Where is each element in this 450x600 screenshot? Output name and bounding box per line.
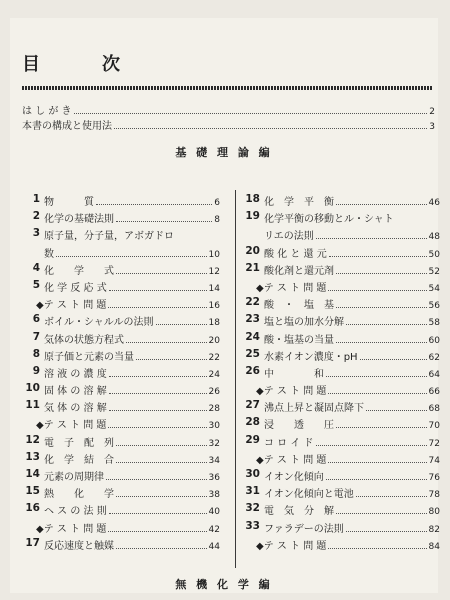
page-number: 12	[208, 266, 220, 277]
leader-dots	[336, 273, 427, 274]
toc-right-column	[242, 193, 440, 554]
entry-line	[256, 451, 440, 466]
toc-entry	[242, 416, 440, 433]
toc-entry	[242, 296, 440, 313]
chapter-number: 18	[245, 193, 260, 205]
entry-title: 水素イオン濃度・pH	[264, 351, 358, 363]
page-number: 76	[428, 473, 440, 483]
entry-title: ◆テ ス ト 問 題	[36, 420, 107, 432]
toc-entry	[22, 262, 220, 279]
chapter-number: 24	[245, 330, 260, 343]
page-number: 60	[428, 335, 440, 346]
page-number: 34	[208, 455, 220, 466]
entry-line	[256, 537, 440, 552]
page-number: 32	[208, 438, 220, 449]
toc-entry	[22, 245, 220, 262]
chapter-number: 15	[25, 485, 40, 498]
entry-line	[264, 348, 440, 363]
entry-line	[264, 520, 440, 535]
toc-entry	[242, 399, 440, 416]
page-number: 64	[428, 369, 440, 380]
chapter-number: 12	[25, 433, 40, 446]
chapter-number: 27	[245, 399, 260, 412]
entry-title: 酸 化 と 還 元	[264, 248, 327, 260]
toc-entry	[242, 485, 440, 502]
leader-dots	[116, 462, 207, 463]
entry-title: イオン化傾向	[264, 472, 324, 483]
toc-entry	[242, 262, 440, 279]
leader-dots	[106, 479, 207, 480]
entry-title: ファラデーの法則	[264, 523, 344, 535]
entry-title: 数	[44, 248, 54, 260]
page-number: 74	[428, 455, 440, 466]
entry-title: 溶 液 の 濃 度	[44, 368, 107, 380]
chapter-number: 23	[245, 313, 260, 326]
entry-line	[264, 227, 440, 242]
entry-title: ◆テ ス ト 問 題	[36, 300, 107, 312]
toc-entry	[22, 348, 220, 365]
chapter-number: 26	[245, 364, 260, 377]
toc-entry	[22, 382, 220, 399]
entry-title: 反応速度と触媒	[44, 540, 114, 552]
leader-dots	[336, 427, 427, 428]
page-number: 80	[428, 507, 440, 518]
entry-line	[36, 296, 220, 311]
entry-title: 原子価と元素の当量	[44, 351, 134, 363]
entry-line	[44, 382, 220, 397]
front-matter-item	[22, 102, 435, 117]
toc-entry	[22, 502, 220, 519]
entry-title: 気体の状態方程式	[44, 334, 124, 346]
entry-line	[264, 399, 440, 414]
front-matter-item	[22, 117, 435, 132]
column-divider	[235, 190, 236, 568]
chapter-number: 29	[245, 433, 260, 446]
toc-entry	[22, 468, 220, 485]
section-title-basic-theory: 基 礎 理 論 編	[175, 146, 273, 159]
title-char-2: 次	[102, 54, 122, 75]
page-number: 56	[428, 301, 440, 312]
page-number: 70	[428, 421, 440, 432]
entry-line	[264, 502, 440, 517]
leader-dots	[116, 496, 207, 497]
page-number: 40	[208, 507, 220, 518]
page-number: 48	[428, 232, 440, 243]
entry-line	[44, 262, 220, 277]
page-number: 72	[428, 438, 440, 449]
toc-test-entry	[242, 451, 440, 468]
page-number: 82	[428, 524, 440, 535]
chapter-number: 32	[245, 502, 260, 515]
entry-line	[44, 313, 220, 328]
leader-dots	[56, 256, 207, 257]
leader-dots	[328, 548, 426, 549]
front-matter	[22, 102, 435, 132]
page-number: 42	[208, 524, 220, 535]
leader-dots	[328, 462, 426, 463]
toc-entry	[242, 468, 440, 485]
entry-line	[264, 296, 440, 311]
toc-entry	[242, 520, 440, 537]
entry-line	[256, 382, 440, 397]
chapter-number: 21	[245, 261, 260, 274]
page-number: 2	[429, 107, 435, 117]
chapter-number: 31	[245, 485, 260, 498]
leader-dots	[109, 410, 207, 411]
leader-dots	[329, 256, 427, 257]
toc-test-entry	[22, 296, 220, 313]
entry-title: ◆テ ス ト 問 題	[256, 540, 327, 552]
page-number: 84	[428, 541, 440, 552]
leader-dots	[126, 342, 207, 343]
toc-test-entry	[242, 537, 440, 554]
entry-line	[256, 279, 440, 294]
page-number: 18	[208, 318, 220, 329]
leader-dots	[336, 513, 427, 514]
entry-line	[264, 313, 440, 328]
leader-dots	[116, 221, 212, 222]
chapter-number: 6	[32, 313, 40, 326]
chapter-number: 28	[245, 416, 260, 429]
toc-entry	[22, 365, 220, 382]
entry-line	[44, 365, 220, 380]
entry-title: ボイル・シャルルの法則	[44, 317, 154, 329]
leader-dots	[316, 445, 427, 446]
leader-dots	[109, 290, 207, 291]
page-number: 3	[429, 122, 435, 132]
chapter-number: 33	[245, 519, 260, 532]
page-number: 14	[208, 283, 220, 294]
leader-dots	[74, 113, 428, 114]
entry-title: リエの法則	[264, 231, 314, 243]
page-number: 20	[208, 335, 220, 346]
entry-line	[44, 245, 220, 260]
chapter-number: 20	[245, 244, 260, 257]
toc-test-entry	[242, 279, 440, 296]
leader-dots	[346, 324, 427, 325]
toc-entry	[22, 434, 220, 451]
entry-title: 電 子 配 列	[44, 437, 114, 449]
leader-dots	[316, 238, 427, 239]
toc-entry	[22, 210, 220, 227]
page-number: 44	[208, 541, 220, 552]
toc-entry	[22, 313, 220, 330]
chapter-number: 25	[245, 347, 260, 360]
entry-line	[44, 399, 220, 414]
entry-title: 化 学 式	[44, 265, 114, 277]
toc-entry	[22, 537, 220, 554]
leader-dots	[108, 307, 206, 308]
toc-entry	[242, 348, 440, 365]
toc-entry	[22, 227, 220, 244]
page-number: 10	[208, 249, 220, 260]
toc-page	[10, 18, 438, 593]
page-number: 28	[208, 404, 220, 415]
page-number: 22	[208, 352, 220, 363]
page-number: 36	[208, 473, 220, 483]
toc-entry	[242, 193, 440, 210]
entry-title: コ ロ イ ド	[264, 437, 314, 449]
entry-title: 浸 透 圧	[264, 420, 334, 432]
entry-title: 元素の周期律	[44, 472, 104, 483]
entry-line	[44, 227, 220, 242]
leader-dots	[366, 410, 427, 411]
chapter-number: 9	[32, 364, 40, 377]
entry-title: 原子量，分子量，アボガドロ	[44, 231, 174, 243]
entry-title: 物 質	[44, 197, 94, 208]
chapter-number: 3	[32, 227, 40, 240]
leader-dots	[116, 273, 207, 274]
chapter-number: 1	[32, 193, 40, 205]
entry-line	[36, 520, 220, 535]
leader-dots	[116, 445, 207, 446]
toc-entry	[242, 210, 440, 227]
toc-entry	[242, 365, 440, 382]
entry-line	[264, 434, 440, 449]
entry-title: ◆テ ス ト 問 題	[256, 282, 327, 294]
entry-line	[36, 416, 220, 431]
entry-title: 酸化剤と還元剤	[264, 265, 334, 277]
leader-dots	[156, 324, 207, 325]
chapter-number: 10	[25, 382, 40, 395]
leader-dots	[108, 427, 206, 428]
entry-line	[44, 451, 220, 466]
leader-dots	[336, 307, 427, 308]
entry-line	[44, 485, 220, 500]
leader-dots	[116, 548, 207, 549]
toc-entry	[22, 485, 220, 502]
chapter-number: 5	[32, 278, 40, 291]
chapter-number: 4	[32, 261, 40, 274]
page-number: 26	[208, 387, 220, 398]
entry-line	[264, 210, 440, 225]
page-number: 62	[428, 352, 440, 363]
toc-entry	[22, 451, 220, 468]
toc-entry	[22, 279, 220, 296]
page-number: 66	[428, 387, 440, 398]
entry-line	[44, 279, 220, 294]
entry-line	[44, 331, 220, 346]
leader-dots	[326, 376, 427, 377]
page-number: 54	[428, 283, 440, 294]
page-number: 30	[208, 421, 220, 432]
title-char-1: 目	[22, 54, 42, 75]
toc-entry	[242, 313, 440, 330]
entry-line	[44, 468, 220, 483]
entry-title: 化 学 平 衡	[264, 197, 334, 208]
page-number: 38	[208, 490, 220, 501]
chapter-number: 16	[25, 502, 40, 515]
entry-title: ◆テ ス ト 問 題	[256, 386, 327, 398]
chapter-number: 19	[245, 210, 260, 223]
entry-title: 固 体 の 溶 解	[44, 386, 107, 398]
entry-line	[264, 365, 440, 380]
leader-dots	[109, 376, 207, 377]
entry-line	[44, 537, 220, 552]
leader-dots	[114, 128, 427, 129]
entry-title: 熱 化 学	[44, 489, 114, 501]
chapter-number: 7	[32, 330, 40, 343]
page-number: 24	[208, 369, 220, 380]
entry-title: 酸 ・ 塩 基	[264, 300, 334, 312]
chapter-number: 22	[245, 296, 260, 309]
chapter-number: 13	[25, 450, 40, 463]
entry-line	[264, 245, 440, 260]
entry-title: イオン化傾向と電池	[264, 489, 354, 501]
entry-title: 沸点上昇と凝固点降下	[264, 403, 364, 415]
page-number: 6	[214, 198, 220, 208]
leader-dots	[328, 290, 426, 291]
chapter-number: 14	[25, 468, 40, 480]
section-title-inorganic: 無 機 化 学 編	[175, 578, 273, 591]
toc-test-entry	[22, 416, 220, 433]
entry-title: 中 和	[264, 368, 324, 380]
toc-entry	[22, 331, 220, 348]
page-title	[22, 50, 432, 75]
leader-dots	[356, 496, 427, 497]
entry-title: 化学平衡の移動とル・シャト	[264, 214, 394, 226]
entry-line	[264, 193, 440, 208]
entry-title: 気 体 の 溶 解	[44, 403, 107, 415]
front-matter-label: は し が き	[22, 106, 72, 117]
leader-dots	[108, 531, 206, 532]
entry-line	[44, 210, 220, 225]
toc-entry	[242, 245, 440, 262]
toc-entry	[22, 399, 220, 416]
chapter-number: 30	[245, 468, 260, 480]
entry-title: 化 学 結 合	[44, 454, 114, 466]
entry-title: 化 学 反 応 式	[44, 282, 107, 294]
entry-title: ヘ ス の 法 則	[44, 506, 107, 518]
entry-line	[44, 502, 220, 517]
chapter-number: 2	[32, 210, 40, 223]
page-number: 52	[428, 266, 440, 277]
leader-dots	[96, 204, 212, 205]
leader-dots	[109, 513, 207, 514]
leader-dots	[326, 479, 427, 480]
toc-test-entry	[242, 382, 440, 399]
entry-title: 塩と塩の加水分解	[264, 317, 344, 329]
entry-line	[44, 434, 220, 449]
toc-entry	[242, 502, 440, 519]
chapter-number: 17	[25, 536, 40, 549]
entry-line	[264, 468, 440, 483]
leader-dots	[109, 393, 207, 394]
entry-line	[44, 348, 220, 363]
toc-entry	[22, 193, 220, 210]
entry-title: ◆テ ス ト 問 題	[36, 523, 107, 535]
entry-line	[264, 331, 440, 346]
entry-title: 化学の基礎法則	[44, 214, 114, 226]
entry-line	[264, 262, 440, 277]
leader-dots	[336, 342, 427, 343]
toc-test-entry	[22, 520, 220, 537]
entry-title: ◆テ ス ト 問 題	[256, 454, 327, 466]
leader-dots	[336, 204, 427, 205]
toc-entry	[242, 331, 440, 348]
toc-entry	[242, 227, 440, 244]
entry-title: 酸・塩基の当量	[264, 334, 334, 346]
entry-line	[44, 193, 220, 208]
page-number: 78	[428, 490, 440, 501]
leader-dots	[360, 359, 427, 360]
toc-left-column	[22, 193, 220, 554]
leader-dots	[328, 393, 426, 394]
chapter-number: 11	[25, 399, 40, 412]
page-number: 8	[214, 215, 220, 226]
chapter-number: 8	[32, 347, 40, 360]
page-number: 16	[208, 301, 220, 312]
page-number: 46	[428, 198, 440, 208]
entry-line	[264, 485, 440, 500]
toc-entry	[242, 434, 440, 451]
entry-line	[264, 416, 440, 431]
front-matter-label: 本書の構成と使用法	[22, 121, 112, 132]
entry-title: 電 気 分 解	[264, 506, 334, 518]
page-number: 58	[428, 318, 440, 329]
page-number: 50	[428, 249, 440, 260]
title-rule	[22, 86, 432, 90]
page-number: 68	[428, 404, 440, 415]
leader-dots	[346, 531, 427, 532]
leader-dots	[136, 359, 207, 360]
